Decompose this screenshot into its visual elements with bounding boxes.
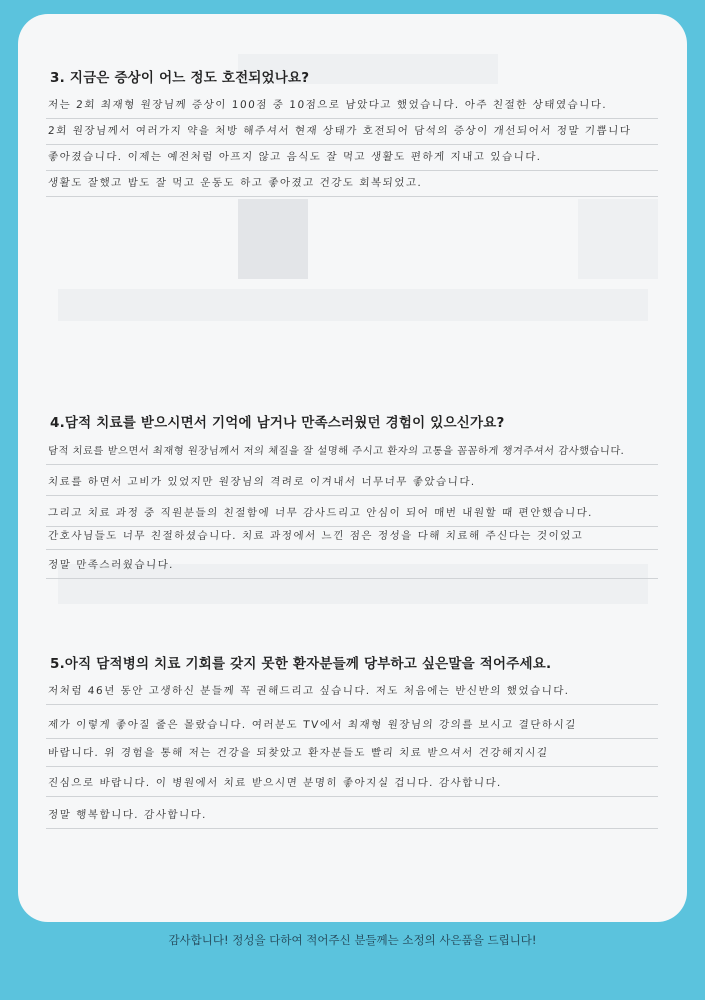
answer-5-line: 진심으로 바랍니다. 이 병원에서 치료 받으시면 분명히 좋아지실 겁니다. 감사합니다. (47, 777, 503, 789)
answer-4-line: 간호사님들도 너무 친절하셨습니다. 치료 과정에서 느낀 점은 정성을 다해 치료해 주신다는 것이었고 (47, 530, 584, 542)
answer-4-line: 정말 만족스러웠습니다. (47, 559, 175, 571)
answer-3-line: 저는 2회 최재형 원장님께 증상이 100점 중 10점으로 남았다고 했었습니다. 아주 친절한 상태였습니다. (47, 99, 608, 111)
answer-line-rule (46, 196, 658, 197)
answer-3-line: 생활도 잘했고 밥도 잘 먹고 운동도 하고 좋아졌고 건강도 회복되었고. (47, 177, 423, 189)
show-through-block (58, 289, 648, 321)
show-through-block (238, 199, 308, 279)
answer-line-rule (46, 549, 658, 550)
question-3-title: 3. 지금은 증상이 어느 정도 호전되었나요? (50, 70, 310, 86)
answer-line-rule (46, 796, 658, 797)
answer-5-line: 바랍니다. 위 경험을 통해 저는 건강을 되찾았고 환자분들도 빨리 치료 받으셔서 건강해지시길 (47, 747, 549, 759)
footer-thanks: 감사합니다! 정성을 다하여 적어주신 분들께는 소정의 사은품을 드립니다! (168, 933, 537, 947)
answer-line-rule (46, 495, 658, 496)
answer-5-line: 제가 이렇게 좋아질 줄은 몰랐습니다. 여러분도 TV에서 최재형 원장님의 강의를 보시고 결단하시길 (47, 719, 578, 731)
answer-4-line: 치료를 하면서 고비가 있었지만 원장님의 격려로 이겨내서 너무너무 좋았습니다. (47, 476, 477, 488)
answer-line-rule (46, 738, 658, 739)
answer-5-line: 정말 행복합니다. 감사합니다. (47, 809, 208, 821)
show-through-block (578, 199, 658, 279)
answer-line-rule (46, 578, 658, 579)
question-4-title: 4.담적 치료를 받으시면서 기억에 남거나 만족스러웠던 경험이 있으신가요? (50, 415, 505, 431)
question-5-title: 5.아직 담적병의 치료 기회를 갖지 못한 환자분들께 당부하고 싶은말을 적어주세요. (50, 656, 552, 672)
survey-card (18, 14, 687, 922)
answer-line-rule (46, 766, 658, 767)
answer-4-line: 담적 치료를 받으면서 최재형 원장님께서 저의 체질을 잘 설명해 주시고 환자의 고통을 꼼꼼하게 챙겨주셔서 감사했습니다. (47, 445, 625, 457)
answer-3-line: 2회 원장님께서 여러가지 약을 처방 해주셔서 현재 상태가 호전되어 담석의 증상이 개선되어서 정말 기쁩니다 (47, 125, 632, 137)
answer-line-rule (46, 464, 658, 465)
answer-line-rule (46, 704, 658, 705)
answer-3-line: 좋아졌습니다. 이제는 예전처럼 아프지 않고 음식도 잘 먹고 생활도 편하게 지내고 있습니다. (47, 151, 543, 163)
answer-4-line: 그리고 치료 과정 중 직원분들의 친절함에 너무 감사드리고 안심이 되어 매번 내원할 때 편안했습니다. (47, 507, 594, 519)
answer-line-rule (46, 828, 658, 829)
answer-5-line: 저처럼 46년 동안 고생하신 분들께 꼭 권해드리고 싶습니다. 저도 처음에는 반신반의 했었습니다. (47, 685, 571, 697)
